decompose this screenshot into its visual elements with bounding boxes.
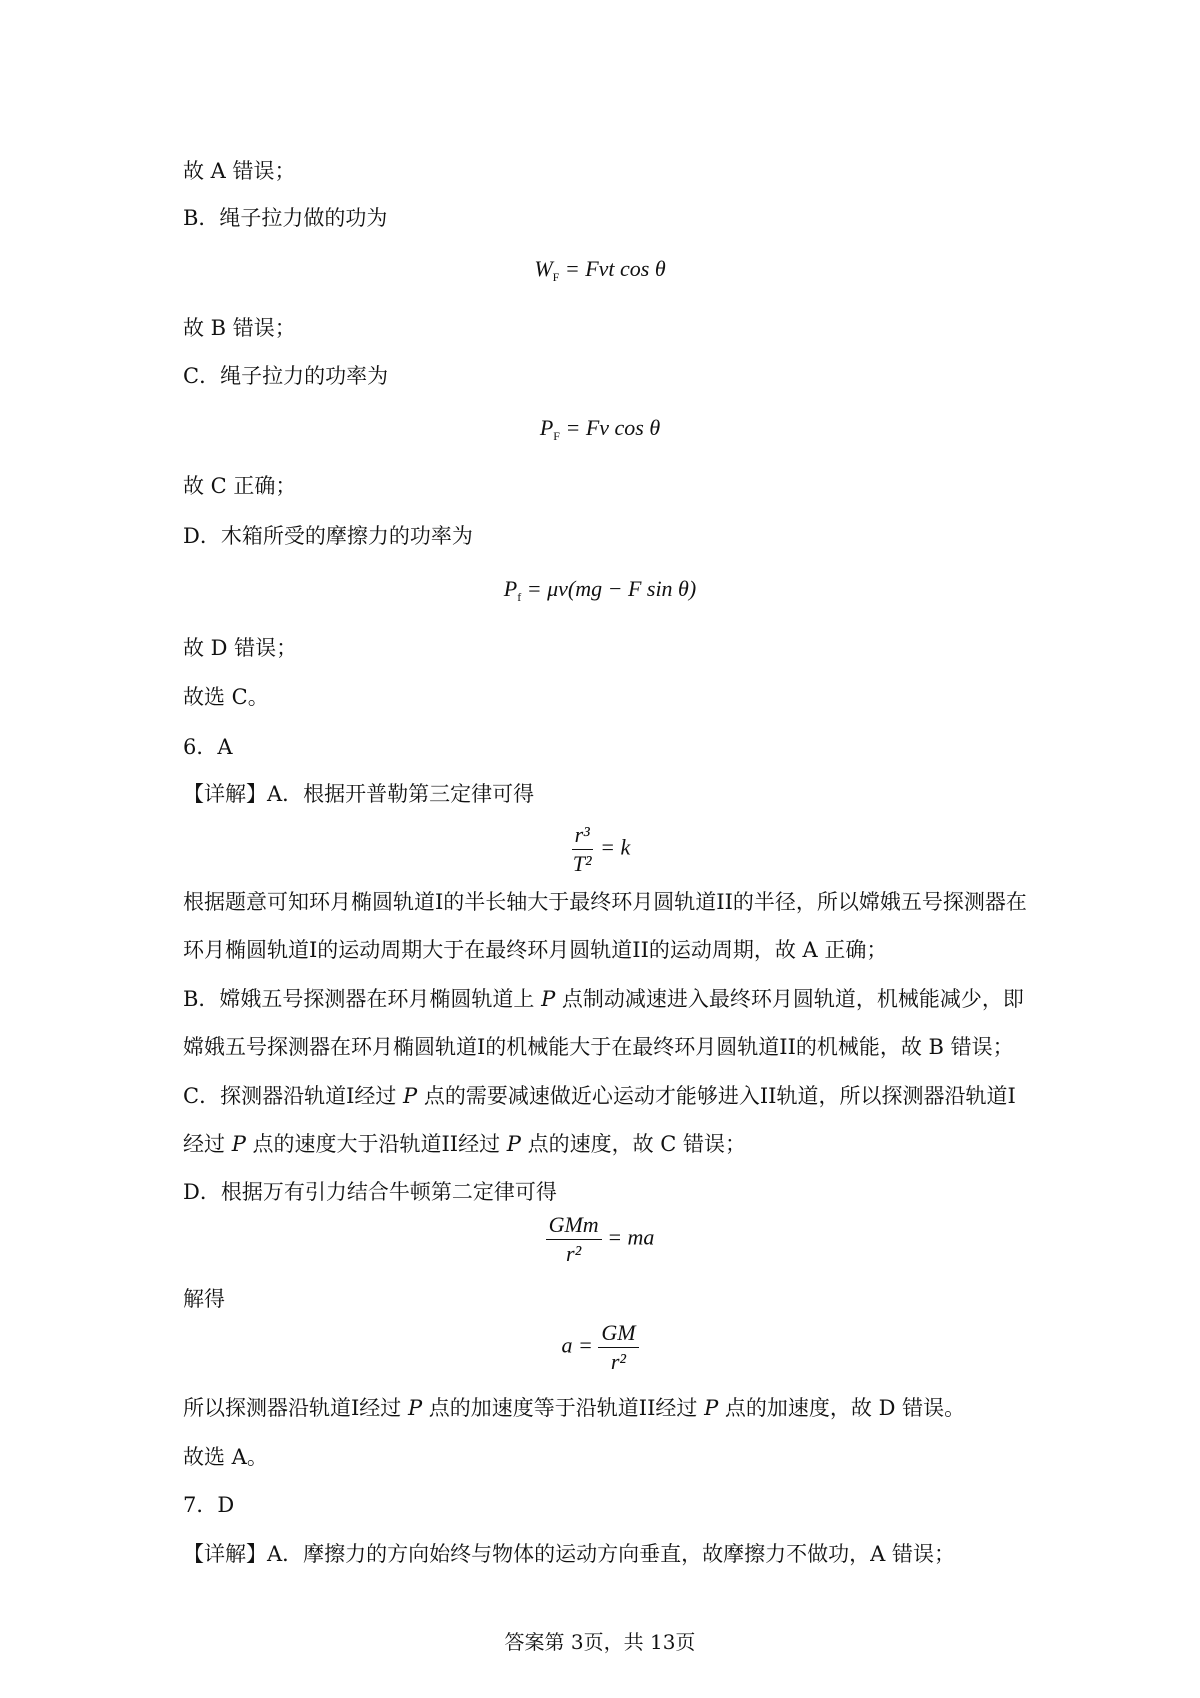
equation-gravity: $\frac{\text{GMm}}{\text{r²}}$ = ma: [0, 1212, 1200, 1267]
answer-heading: 7．D: [183, 1493, 235, 1517]
text-line: 故 A 错误；: [183, 159, 296, 183]
text-line: 故 B 错误；: [183, 316, 296, 340]
text-line: 环月椭圆轨道I的运动周期大于在最终环月圆轨道II的运动周期，故 A 正确；: [183, 938, 888, 962]
text-line: 故选 A。: [183, 1445, 268, 1469]
text-line: 故选 C。: [183, 685, 269, 709]
text-line: 经过 P 点的速度大于沿轨道II经过 P 点的速度，故 C 错误；: [183, 1132, 747, 1156]
page-footer: 答案第 3页，共 13页: [504, 1630, 696, 1654]
text-line: C．探测器沿轨道I经过 P 点的需要减速做近心运动才能够进入II轨道，所以探测器沿轨道I: [183, 1084, 1016, 1108]
equation-kepler: $\frac{\text{r³}}{\text{T²}}$ = k: [572, 822, 631, 876]
equation-work: $W_F$ = Fvt cos θ: [534, 256, 666, 284]
text-line: B．绳子拉力做的功为: [183, 206, 388, 230]
text-line: 故 C 正确；: [183, 474, 297, 498]
answer-heading: 6．A: [183, 735, 233, 759]
text-line: 【详解】A．摩擦力的方向始终与物体的运动方向垂直，故摩擦力不做功，A 错误；: [183, 1542, 956, 1566]
text-line: 根据题意可知环月椭圆轨道I的半长轴大于最终环月圆轨道II的半径，所以嫦娥五号探测器在: [183, 890, 1027, 914]
text-line: 嫦娥五号探测器在环月椭圆轨道I的机械能大于在最终环月圆轨道II的机械能，故 B 错误；: [183, 1035, 1014, 1059]
text-line: 解得: [183, 1287, 225, 1311]
text-line: 所以探测器沿轨道I经过 P 点的加速度等于沿轨道II经过 P 点的加速度，故 D 错误。: [183, 1396, 966, 1420]
equation-acceleration: a = $\frac{GM}{\text{r²}}$: [0, 1320, 1200, 1375]
text-line: 故 D 错误；: [183, 636, 298, 660]
text-line: 【详解】A．根据开普勒第三定律可得: [183, 782, 535, 806]
text-line: D．木箱所受的摩擦力的功率为: [183, 524, 473, 548]
equation-power: $P_F = Fv$ cos θ: [539, 415, 661, 443]
text-line: B．嫦娥五号探测器在环月椭圆轨道上 P 点制动减速进入最终环月圆轨道，机械能减少，即: [183, 987, 1024, 1011]
equation-friction-power: $P_f = \mu v(mg - F$ sin θ): [503, 576, 697, 604]
text-line: C．绳子拉力的功率为: [183, 364, 389, 388]
text-line: D．根据万有引力结合牛顿第二定律可得: [183, 1180, 557, 1204]
